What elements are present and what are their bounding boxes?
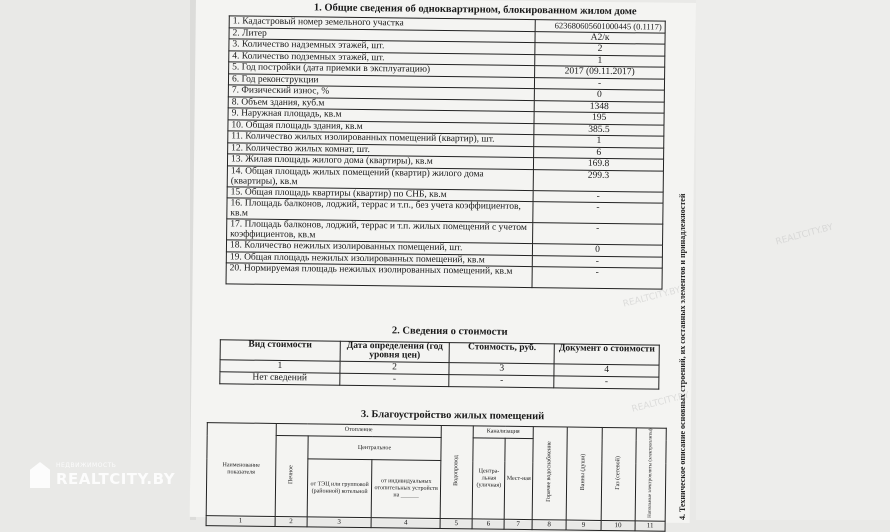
watermark-faint: REALTCITY.BY bbox=[622, 285, 682, 310]
info-value: - bbox=[532, 267, 662, 290]
document-page bbox=[190, 0, 696, 530]
info-label: 19. Общая площадь нежилых изолированных помещений, кв.м bbox=[226, 251, 532, 266]
info-value: - bbox=[535, 77, 665, 90]
info-label: 8. Объем здания, куб.м bbox=[228, 96, 534, 111]
info-value: 623680605601000445 (0.1117) bbox=[535, 20, 665, 33]
info-label: 11. Количество жилых изолированных помещений (квартир), шт. bbox=[228, 131, 534, 146]
section3-title: 3. Благоустройство жилых помещений bbox=[360, 408, 545, 423]
amenities-num: 1 bbox=[206, 516, 275, 527]
background-right bbox=[696, 0, 890, 520]
cost-num: 4 bbox=[554, 364, 659, 377]
info-label: 12. Количество жилых комнат, шт. bbox=[228, 142, 534, 157]
info-value: 2017 (09.11.2017) bbox=[535, 66, 665, 79]
info-value: - bbox=[533, 190, 663, 203]
amenities-num: 3 bbox=[307, 517, 371, 528]
amenities-num: 11 bbox=[635, 521, 665, 531]
amenities-num: 6 bbox=[472, 519, 504, 529]
cost-num: 2 bbox=[340, 361, 450, 374]
cost-cell: - bbox=[449, 375, 554, 388]
info-label: 10. Общая площадь здания, кв.м bbox=[228, 119, 534, 134]
info-label: 20. Нормируемая площадь нежилых изолированных помещений, кв.м bbox=[226, 263, 532, 288]
info-row bbox=[226, 263, 662, 289]
amenities-num: 7 bbox=[504, 520, 532, 530]
watermark-big: REALTCITY.BY bbox=[56, 470, 176, 488]
info-label: 9. Наружная площадь, кв.м bbox=[228, 108, 534, 123]
amenities-hot-water: Горячее водоснабжение bbox=[532, 427, 568, 521]
amenities-num: 5 bbox=[440, 519, 472, 529]
amenities-tec: от ТЭЦ или групповой (районной) котельной bbox=[307, 459, 372, 518]
watermark-faint: REALTCITY.BY bbox=[774, 222, 835, 248]
info-value: 169.8 bbox=[534, 158, 664, 171]
watermark-faint: REALTCITY.BY bbox=[630, 390, 691, 415]
info-label: 2. Литер bbox=[229, 27, 535, 42]
amenities-sewer-central: Центра-льная (уличная) bbox=[472, 438, 505, 520]
general-info-table bbox=[226, 15, 666, 289]
amenities-gas: Газ (сетевой) bbox=[601, 427, 637, 521]
amenities-stove: Печное bbox=[275, 435, 308, 517]
amenities-num: 2 bbox=[275, 517, 307, 527]
amenities-individual: от индивидуальных отопительных устройств на ______ bbox=[371, 460, 441, 519]
amenities-bath: Ванны (души) bbox=[566, 427, 602, 521]
info-label: 4. Количество подземных этажей, шт. bbox=[229, 50, 535, 65]
info-label: 1. Кадастровый номер земельного участка bbox=[229, 16, 535, 31]
amenities-num: 8 bbox=[532, 520, 567, 530]
info-label: 13. Жилая площадь жилого дома (квартиры), кв.м bbox=[227, 154, 533, 169]
cost-header-type: Вид стоимости bbox=[220, 340, 340, 361]
info-value: 299.3 bbox=[533, 169, 663, 192]
info-label: 18. Количество нежилых изолированных помещений, шт. bbox=[226, 240, 532, 255]
info-value: 2 bbox=[535, 43, 665, 56]
info-value: 6 bbox=[534, 146, 664, 159]
amenities-num: 10 bbox=[601, 521, 636, 531]
section4-side-caption: 4. Техническое описание основных строений, их составных элементов и принадлежностей bbox=[678, 193, 687, 520]
amenities-table bbox=[206, 422, 667, 532]
info-label: 15. Общая площадь квартиры (квартир) по СНБ, кв.м bbox=[227, 186, 533, 201]
cost-cell: - bbox=[339, 373, 449, 386]
info-label: 3. Количество надземных этажей, шт. bbox=[229, 39, 535, 54]
info-value: 195 bbox=[534, 112, 664, 125]
info-value: А2/к bbox=[535, 31, 665, 44]
cost-header-value: Стоимость, руб. bbox=[450, 343, 555, 364]
amenities-heating: Отопление bbox=[276, 423, 441, 437]
amenities-num: 4 bbox=[371, 518, 440, 529]
amenities-col-name: Наименование показателя bbox=[206, 423, 276, 517]
amenities-water: Водопровод bbox=[440, 425, 473, 519]
info-label: 16. Площадь балконов, лоджий, террас и т.п., без учета коэффициентов, кв.м bbox=[227, 198, 533, 223]
cost-header-document: Документ о стоимости bbox=[554, 344, 659, 365]
info-label: 5. Год постройки (дата приемки в эксплуатацию) bbox=[229, 62, 535, 77]
amenities-sewer: Канализация bbox=[473, 426, 533, 439]
info-value: - bbox=[533, 223, 663, 246]
info-value: 0 bbox=[533, 244, 663, 257]
section2-title: 2. Сведения о стоимости bbox=[391, 325, 508, 338]
cost-cell: - bbox=[554, 376, 659, 389]
info-label: 7. Физический износ, % bbox=[228, 85, 534, 100]
info-label: 6. Год реконструкции bbox=[228, 73, 534, 88]
amenities-central: Центральное bbox=[308, 436, 441, 461]
cost-num: 1 bbox=[220, 360, 340, 373]
cost-num: 3 bbox=[449, 363, 554, 376]
amenities-floor-electric: Напольные электроплиты (электроплиты) bbox=[635, 428, 666, 522]
cost-cell: Нет сведений bbox=[220, 372, 340, 385]
info-value: 0 bbox=[534, 89, 664, 102]
cost-table bbox=[219, 339, 660, 389]
info-value: 1348 bbox=[534, 100, 664, 113]
info-label: 17. Площадь балконов, лоджий, террас и т.п. жилых помещений с учетом коэффициентов, кв.м bbox=[227, 219, 533, 244]
watermark-small: НЕДВИЖИМОСТЬ bbox=[56, 462, 117, 469]
info-label: 14. Общая площадь жилых помещений (квартир) жилого дома (квартиры), кв.м bbox=[227, 165, 533, 190]
info-value: 1 bbox=[534, 135, 664, 148]
amenities-num: 9 bbox=[566, 520, 601, 530]
info-value: - bbox=[533, 202, 663, 225]
section1-title: 1. Общие сведения об одноквартирном, блокированном жилом доме bbox=[313, 2, 637, 18]
info-value: 385.5 bbox=[534, 123, 664, 136]
watermark-house-icon bbox=[30, 462, 50, 488]
info-value: 1 bbox=[535, 54, 665, 67]
cost-header-date: Дата определения (год уровня цен) bbox=[340, 341, 450, 362]
info-value: - bbox=[532, 255, 662, 268]
amenities-sewer-local: Мест-ная bbox=[504, 438, 533, 520]
